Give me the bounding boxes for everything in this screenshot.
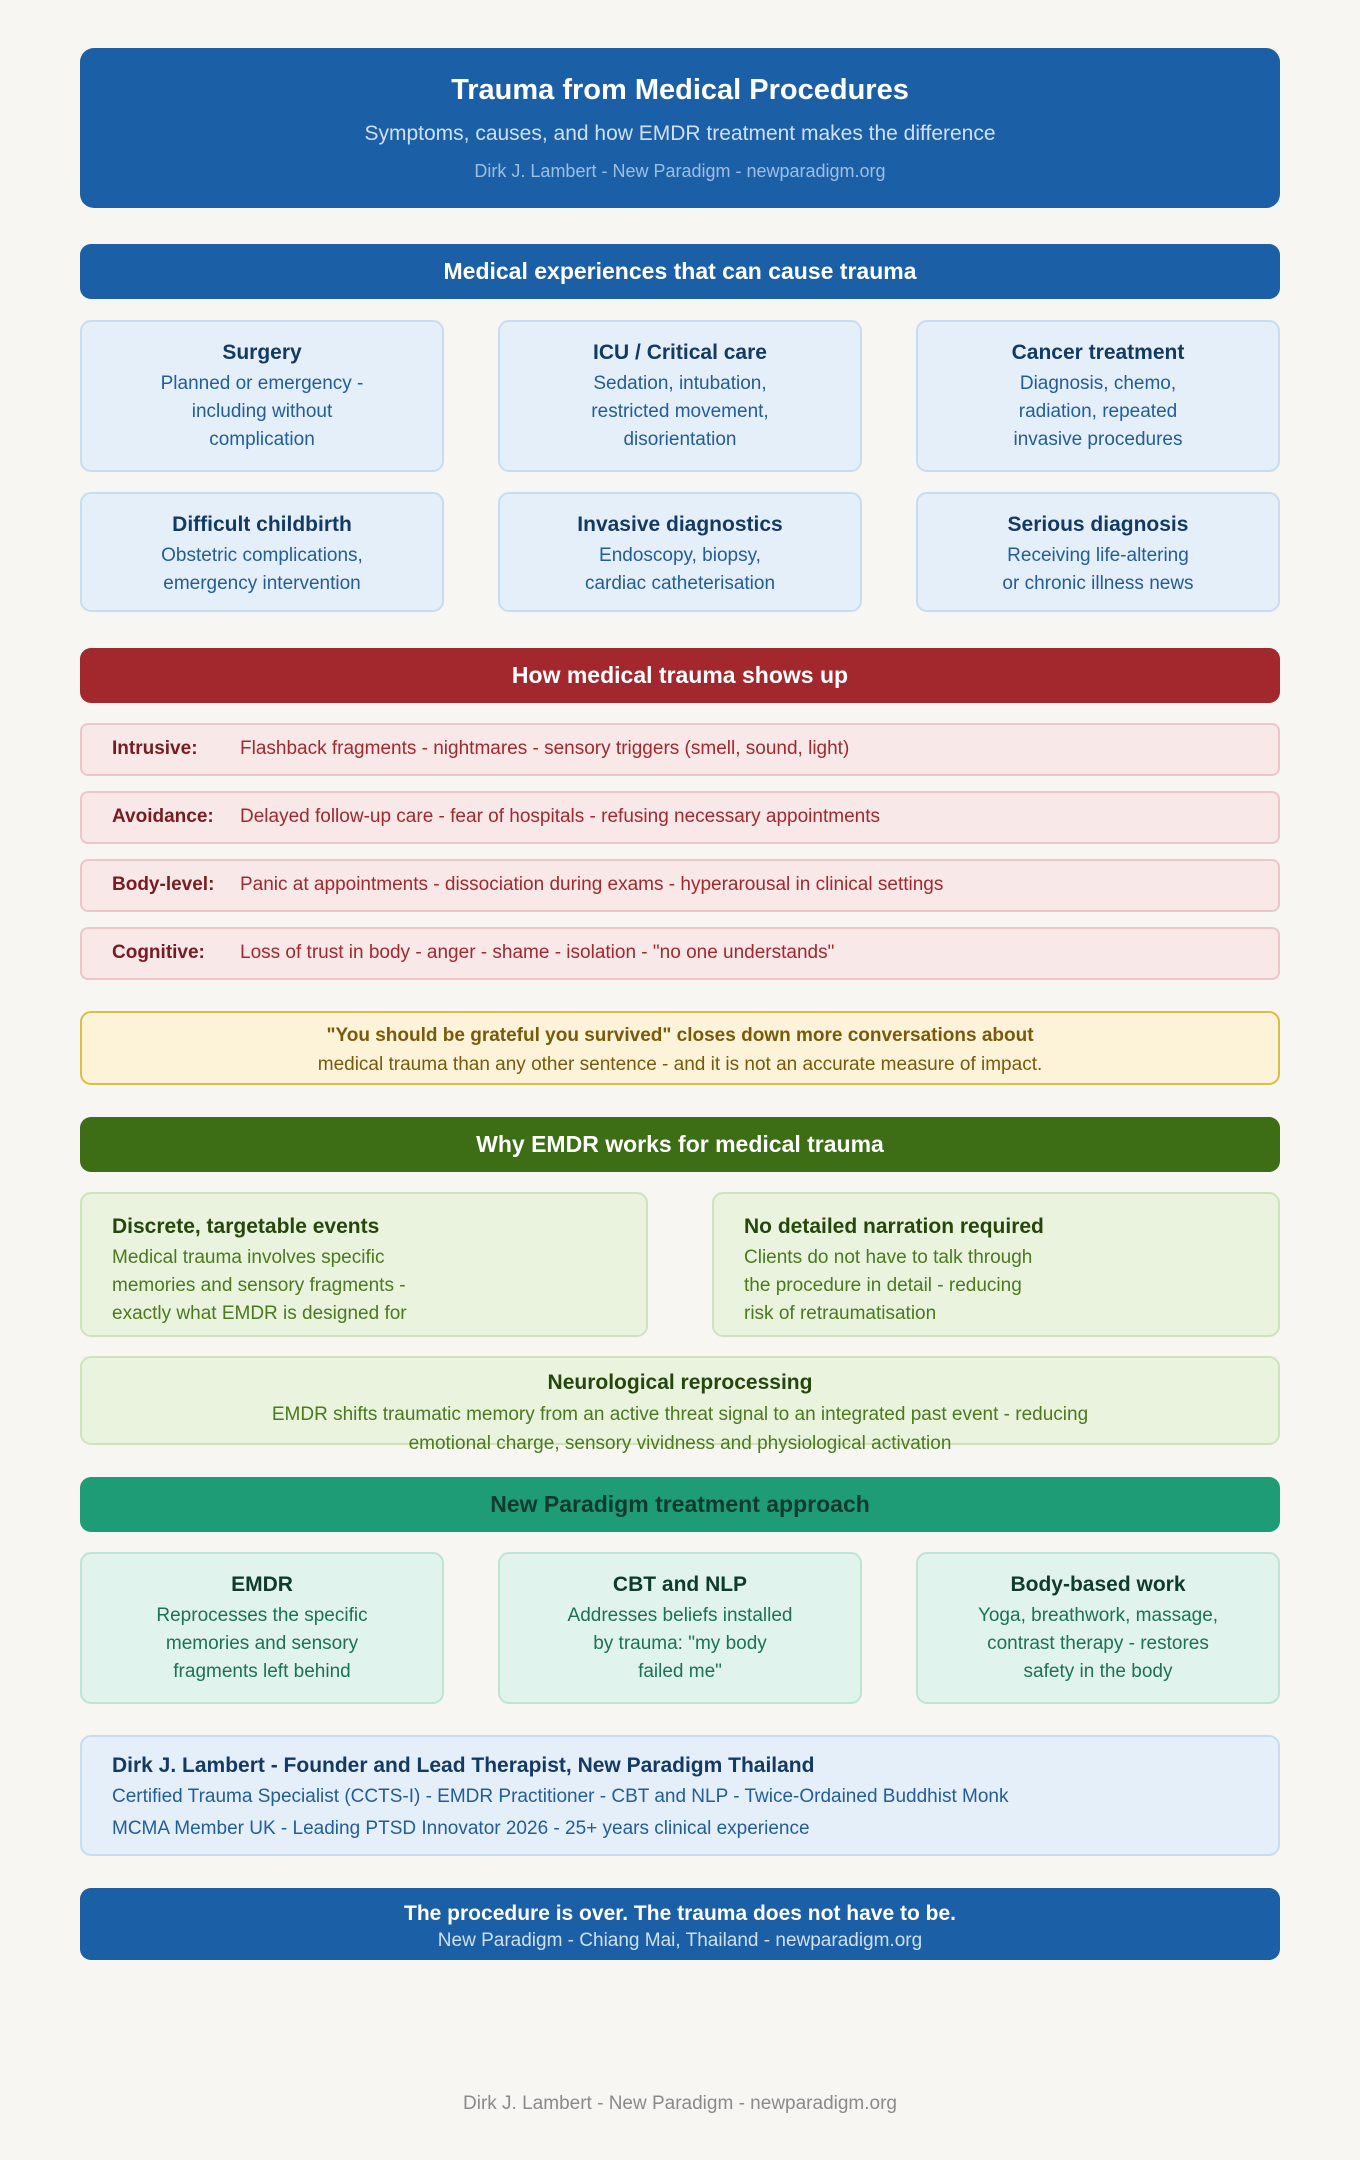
cause-card-diagnostics — [498, 492, 862, 612]
page-header — [80, 48, 1280, 208]
therapist-bio — [80, 1735, 1280, 1856]
card-text: Diagnosis, chemo, radiation, repeated invasive procedures — [1013, 373, 1183, 450]
symptom-label: Avoidance: — [112, 806, 214, 827]
symptom-label: Body-level: — [112, 874, 215, 895]
card-title: Cancer treatment — [1011, 341, 1185, 364]
card-title: Body-based work — [1010, 1573, 1186, 1596]
card-text: EMDR shifts traumatic memory from an active threat signal to an integrated past event - reducing emotional charge, sensory vividness and physiological activation — [271, 1404, 1089, 1454]
emdr-card-no-narration — [712, 1192, 1280, 1337]
emdr-card-targetable — [80, 1192, 648, 1337]
bio-memberships: MCMA Member UK - Leading PTSD Innovator 2026 - 25+ years clinical experience — [112, 1818, 810, 1839]
section-heading-causes: Medical experiences that can cause trauma — [80, 244, 1280, 299]
closing-subtitle: New Paradigm - Chiang Mai, Thailand - newparadigm.org — [437, 1930, 923, 1951]
card-title: Serious diagnosis — [1007, 513, 1189, 536]
section-heading-symptoms: How medical trauma shows up — [80, 648, 1280, 703]
card-text: Yoga, breathwork, massage, contrast therapy - restores safety in the body — [977, 1605, 1219, 1682]
quote-line-2: medical trauma than any other sentence - and it is not an accurate measure of impact. — [317, 1054, 1043, 1075]
card-title: No detailed narration required — [744, 1215, 1044, 1238]
symptom-row-avoidance — [80, 791, 1280, 844]
card-text: Endoscopy, biopsy, cardiac catheterisation — [584, 545, 776, 594]
cause-card-diagnosis — [916, 492, 1280, 612]
symptom-text: Panic at appointments - dissociation during exams - hyperarousal in clinical settings — [240, 874, 944, 895]
card-text: Addresses beliefs installed by trauma: "my body failed me" — [567, 1605, 793, 1682]
symptom-text: Loss of trust in body - anger - shame - isolation - "no one understands" — [240, 942, 835, 963]
author-line: Dirk J. Lambert - New Paradigm - newparadigm.org — [474, 161, 886, 181]
quote-line-1: "You should be grateful you survived" closes down more conversations about — [326, 1025, 1034, 1046]
symptom-row-intrusive — [80, 723, 1280, 776]
section-heading-approach: New Paradigm treatment approach — [80, 1477, 1280, 1532]
card-title: Discrete, targetable events — [112, 1215, 380, 1238]
card-title: Neurological reprocessing — [547, 1371, 813, 1394]
symptom-row-cognitive — [80, 927, 1280, 980]
footer-credit: Dirk J. Lambert - New Paradigm - newparadigm.org — [463, 2093, 897, 2114]
symptom-text: Delayed follow-up care - fear of hospitals - refusing necessary appointments — [240, 806, 880, 827]
card-text: Reprocesses the specific memories and sensory fragments left behind — [156, 1605, 368, 1682]
page-title: Trauma from Medical Procedures — [451, 74, 909, 106]
bio-credentials: Certified Trauma Specialist (CCTS-I) - EMDR Practitioner - CBT and NLP - Twice-Ordained Buddhist Monk — [112, 1786, 1009, 1807]
card-title: Difficult childbirth — [172, 513, 352, 536]
symptom-label: Cognitive: — [112, 942, 205, 963]
symptom-text: Flashback fragments - nightmares - sensory triggers (smell, sound, light) — [240, 738, 850, 759]
approach-card-body-based — [916, 1552, 1280, 1704]
card-text: Receiving life-altering or chronic illness news — [1002, 545, 1194, 594]
bio-name: Dirk J. Lambert - Founder and Lead Therapist, New Paradigm Thailand — [112, 1754, 815, 1777]
card-text: Clients do not have to talk through the procedure in detail - reducing risk of retraumatisation — [744, 1247, 1033, 1324]
card-title: CBT and NLP — [612, 1573, 748, 1596]
card-text: Sedation, intubation, restricted movement, disorientation — [591, 373, 769, 450]
card-title: EMDR — [231, 1573, 293, 1596]
quote-callout — [80, 1011, 1280, 1085]
approach-card-cbt-nlp — [498, 1552, 862, 1704]
symptom-label: Intrusive: — [112, 738, 198, 759]
cause-card-childbirth — [80, 492, 444, 612]
cause-card-surgery — [80, 320, 444, 472]
card-text: Planned or emergency - including without complication — [160, 373, 364, 450]
card-title: Surgery — [222, 341, 302, 364]
card-text: Medical trauma involves specific memories and sensory fragments - exactly what EMDR is designed for — [112, 1247, 407, 1324]
closing-banner — [80, 1888, 1280, 1960]
cause-card-icu — [498, 320, 862, 472]
approach-card-emdr — [80, 1552, 444, 1704]
closing-title: The procedure is over. The trauma does not have to be. — [404, 1902, 956, 1925]
symptom-row-body-level — [80, 859, 1280, 912]
emdr-card-reprocessing — [80, 1356, 1280, 1454]
page-subtitle: Symptoms, causes, and how EMDR treatment makes the difference — [364, 122, 996, 145]
cause-card-cancer — [916, 320, 1280, 472]
section-heading-emdr: Why EMDR works for medical trauma — [80, 1117, 1280, 1172]
card-title: Invasive diagnostics — [577, 513, 783, 536]
card-text: Obstetric complications, emergency intervention — [161, 545, 363, 594]
card-title: ICU / Critical care — [593, 341, 767, 364]
